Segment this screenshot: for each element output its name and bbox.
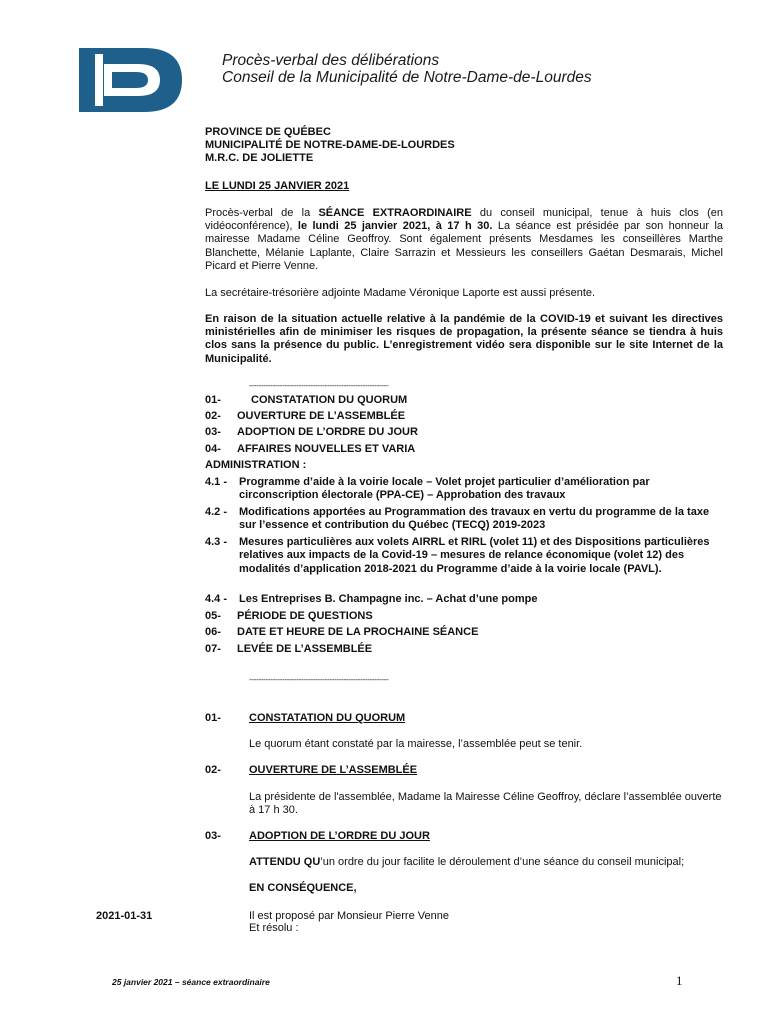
proposed-line: Il est proposé par Monsieur Pierre Venne — [249, 910, 449, 922]
margin-date: 2021-01-31 — [96, 910, 153, 922]
agenda-item: CONSTATATION DU QUORUM — [251, 394, 408, 406]
municipality-line: MUNICIPALITÉ DE NOTRE-DAME-DE-LOURDES — [205, 139, 455, 151]
intro-text-a: Procès-verbal de la — [205, 207, 319, 219]
agenda-num: 06- — [205, 626, 221, 638]
agenda-sub-item: Programme d’aide à la voirie locale – Volet projet particulier d’amélioration par circonscription électorale (PPA-CE) – Approbation des travaux — [239, 476, 650, 502]
section-title: OUVERTURE DE L’ASSEMBLÉE — [249, 764, 418, 776]
agenda-item: LEVÉE DE L’ASSEMBLÉE — [237, 643, 373, 655]
agenda-item: ADOPTION DE L’ORDRE DU JOUR — [237, 426, 418, 438]
header-title-line2: Conseil de la Municipalité de Notre-Dame-de-Lourdes — [222, 69, 592, 86]
section-title: CONSTATATION DU QUORUM — [249, 712, 406, 724]
intro-text-e: La séance est présidée par son honneur la mairesse Madame Céline Geoffroy. Sont également présents Mesdames les conseillères Marthe Blanchette, Mélanie Laplante, Claire Sarrazin et Messieurs les conseillers Gaétan Desmarais, Michel Picard et Pierre Venne. — [205, 220, 724, 272]
agenda-item: DATE ET HEURE DE LA PROCHAINE SÉANCE — [237, 626, 479, 638]
agenda-num: 04- — [205, 443, 221, 455]
footer-text: 25 janvier 2021 – séance extraordinaire — [112, 977, 270, 987]
agenda-num: 05- — [205, 610, 221, 622]
province-line: PROVINCE DE QUÉBEC — [205, 126, 331, 138]
section-num: 02- — [205, 764, 221, 776]
secretary-line: La secrétaire-trésorière adjointe Madame Véronique Laporte est aussi présente. — [205, 287, 596, 299]
municipality-logo — [74, 42, 188, 118]
separator-bottom: ----------------------------------------------------------- — [249, 675, 389, 684]
section-num: 01- — [205, 712, 221, 724]
agenda-item: PÉRIODE DE QUESTIONS — [237, 610, 373, 622]
agenda-item: AFFAIRES NOUVELLES ET VARIA — [237, 443, 416, 455]
agenda-num: 01- — [205, 394, 221, 406]
intro-paragraph — [205, 207, 723, 273]
intro-text-c: du conseil municipal, tenue à huis clos (en vidéoconférence), — [205, 207, 724, 233]
attendu-rest: ’un ordre du jour facilite le déroulement d’une séance du conseil municipal; — [320, 856, 685, 868]
resolved-line: Et résolu : — [249, 922, 299, 934]
agenda-sub-num: 4.2 - — [205, 506, 228, 518]
agenda-sub-num: 4.3 - — [205, 536, 228, 548]
section-text: Le quorum étant constaté par la mairesse, l’assemblée peut se tenir. — [249, 738, 583, 750]
agenda-num: 07- — [205, 643, 221, 655]
attendu-line — [249, 856, 684, 869]
section-text: La présidente de l'assemblée, Madame la Mairesse Céline Geoffroy, déclare l’assemblée ouverte à 17 h 30. — [249, 791, 722, 817]
session-type: SÉANCE EXTRAORDINAIRE — [318, 207, 472, 219]
session-date: le lundi 25 janvier 2021, à 17 h 30. — [297, 220, 493, 233]
agenda-item: OUVERTURE DE L’ASSEMBLÉE — [237, 410, 406, 422]
header-title-line1: Procès-verbal des délibérations — [222, 52, 440, 69]
page-number: 1 — [676, 973, 683, 988]
agenda-num: 02- — [205, 410, 221, 422]
section-title: ADOPTION DE L’ORDRE DU JOUR — [249, 830, 430, 842]
section-num: 03- — [205, 830, 221, 842]
separator-top: ----------------------------------------------------------- — [249, 381, 389, 390]
admin-heading: ADMINISTRATION : — [205, 459, 307, 471]
agenda-sub-item: Modifications apportées au Programmation des travaux en vertu du programme de la taxe sur l’essence et contribution du Québec (TECQ) 2019-2023 — [239, 506, 710, 532]
agenda-sub-num: 4.4 - — [205, 593, 228, 605]
date-heading: LE LUNDI 25 JANVIER 2021 — [205, 180, 350, 192]
agenda-num: 03- — [205, 426, 221, 438]
agenda-sub-item: Les Entreprises B. Champagne inc. – Achat d’une pompe — [239, 593, 538, 605]
mrc-line: M.R.C. DE JOLIETTE — [205, 152, 314, 164]
attendu-bold: ATTENDU QU — [249, 856, 321, 868]
agenda-sub-item: Mesures particulières aux volets AIRRL et RIRL (volet 11) et des Dispositions particulières relatives aux impacts de la Covid-19 – mesures de relance économique (volet 12) des modalités d’application 2018-2021 du Programme d’aide à la voirie locale (PAVL). — [239, 536, 710, 575]
covid-notice: En raison de la situation actuelle relative à la pandémie de la COVID-19 et suivant les directives ministérielles afin de minimiser les risques de propagation, la présente séance se tiendra à huis clos sans la présence du public. L’enregistrement vidéo sera disponible sur le site Internet de la Municipalité. — [205, 313, 723, 365]
consequence-line: EN CONSÉQUENCE, — [249, 882, 357, 894]
agenda-sub-num: 4.1 - — [205, 476, 228, 488]
